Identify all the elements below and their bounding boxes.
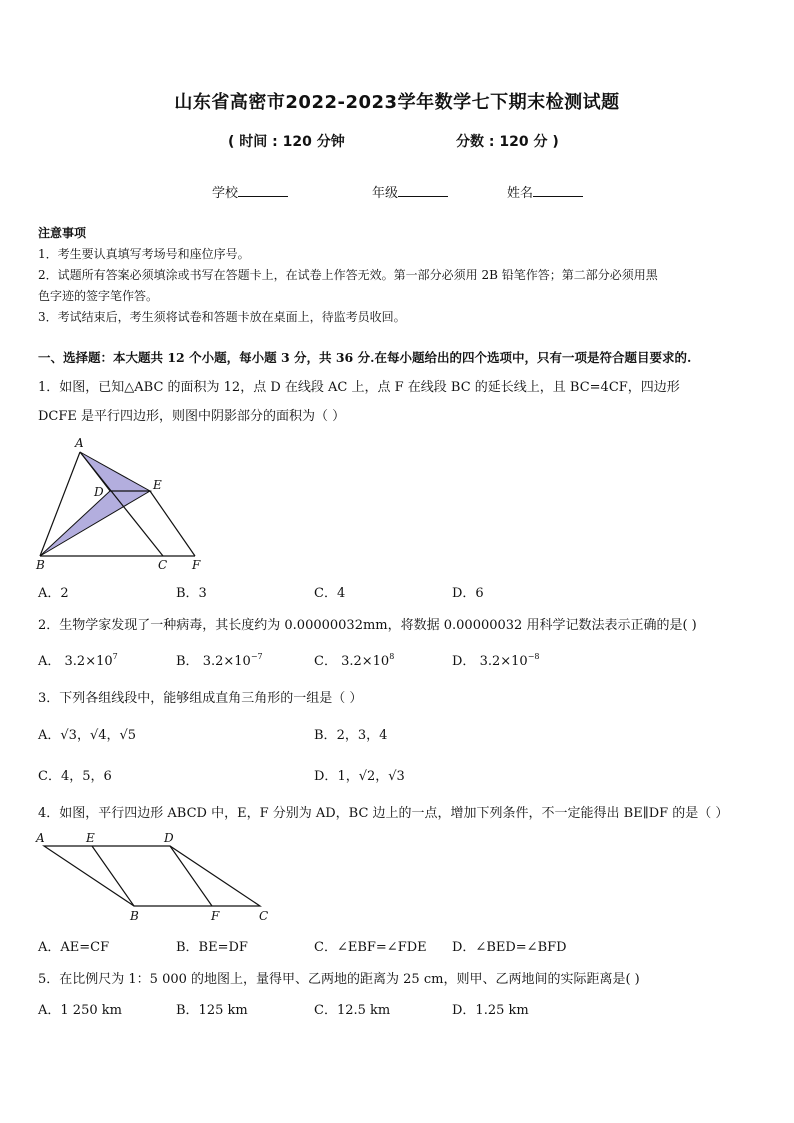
school-blank[interactable]: [238, 184, 288, 197]
q3-option-b[interactable]: B．2，3，4: [314, 728, 388, 743]
q4-stem: 4．如图，平行四边形 ABCD 中，E，F 分别为 AD，BC 边上的一点，增加下列条件，不一定能得出 BE∥DF 的是（ ）: [38, 806, 729, 821]
q1-option-b[interactable]: B．3: [176, 586, 207, 601]
q3-option-d[interactable]: D．1，√2，√3: [314, 769, 405, 784]
q1-option-c[interactable]: C．4: [314, 586, 346, 601]
name-blank[interactable]: [533, 184, 583, 197]
q5-stem: 5．在比例尺为 1：5 000 的地图上，量得甲、乙两地的距离为 25 cm，则甲、乙两地间的实际距离是( ): [38, 972, 640, 987]
q4-option-d[interactable]: D．∠BED=∠BFD: [452, 940, 567, 955]
q2-stem: 2．生物学家发现了一种病毒，其长度约为 0.00000032mm，将数据 0.00000032 用科学记数法表示正确的是( ): [38, 618, 697, 633]
q3-option-c[interactable]: C．4，5，6: [38, 769, 112, 784]
q3-option-a[interactable]: A．√3，√4，√5: [38, 728, 137, 743]
q4-option-a[interactable]: A．AE=CF: [38, 940, 110, 955]
q5-option-c[interactable]: C．12.5 km: [314, 1003, 391, 1018]
q1-shaded-lower: [40, 491, 150, 556]
q1-label-c: C: [158, 558, 168, 572]
q5-option-b[interactable]: B．125 km: [176, 1003, 248, 1018]
q1-shaded-upper: [80, 452, 150, 491]
q1-stem-line2: DCFE 是平行四边形，则图中阴影部分的面积为（ ）: [38, 409, 346, 424]
q1-option-a[interactable]: A．2: [38, 586, 69, 601]
notes-heading: 注意事项: [38, 226, 87, 240]
q4-option-b[interactable]: B．BE=DF: [176, 940, 248, 955]
q1-label-e: E: [153, 478, 162, 492]
section-heading: 一、选择题：本大题共 12 个小题，每小题 3 分，共 36 分.在每小题给出的四个选项中，只有一项是符合题目要求的.: [38, 350, 692, 365]
note-2: 2．试题所有答案必须填涂或书写在答题卡上，在试卷上作答无效。第一部分必须用 2B 铅笔作答；第二部分必须用黑: [38, 268, 658, 282]
q2-option-b[interactable]: B． $3.2\times 10^{-7}$: [176, 652, 263, 669]
q5-option-a[interactable]: A．1 250 km: [38, 1003, 122, 1018]
q1-stem-line1: 1．如图，已知△ABC 的面积为 12，点 D 在线段 AC 上，点 F 在线段 BC 的延长线上，且 BC=4CF，四边形: [38, 380, 680, 395]
q4-parallelogram: [44, 846, 260, 906]
q1-edge-ac: [80, 452, 163, 556]
q4-label-c: C: [259, 909, 269, 923]
note-2-cont: 色字迹的签字笔作答。: [38, 289, 159, 303]
note-1: 1．考生要认真填写考场号和座位序号。: [38, 247, 250, 261]
q4-label-d: D: [164, 831, 174, 845]
page-title: 山东省高密市2022-2023学年数学七下期末检测试题: [174, 92, 620, 113]
q2-option-a[interactable]: A． $3.2\times 10^7$: [38, 652, 118, 669]
q1-edge-ef: [150, 491, 195, 556]
q4-segment-be: [92, 846, 134, 906]
q1-label-a: A: [75, 436, 84, 450]
q1-label-d: D: [94, 485, 104, 499]
q4-label-e: E: [86, 831, 95, 845]
exam-time: ( 时间 : 120 分钟: [228, 134, 345, 150]
school-field: 学校: [212, 182, 288, 201]
q2-option-c[interactable]: C． $3.2\times 10^8$: [314, 652, 395, 669]
q1-option-d[interactable]: D．6: [452, 586, 484, 601]
q2-option-d[interactable]: D． $3.2\times 10^{-8}$: [452, 652, 540, 669]
q4-label-b: B: [130, 909, 139, 923]
exam-score: 分数 : 120 分 ): [456, 134, 559, 150]
q1-label-f: F: [192, 558, 201, 572]
note-3: 3．考试结束后，考生须将试卷和答题卡放在桌面上，待监考员收回。: [38, 310, 406, 324]
q1-label-b: B: [36, 558, 45, 572]
q3-stem: 3．下列各组线段中，能够组成直角三角形的一组是（ ）: [38, 691, 363, 706]
grade-field: 年级: [372, 182, 448, 201]
q1-figure: [30, 432, 220, 572]
q4-segment-df: [170, 846, 212, 906]
q5-option-d[interactable]: D．1.25 km: [452, 1003, 529, 1018]
q4-label-f: F: [211, 909, 220, 923]
q4-figure: [34, 828, 284, 924]
name-field: 姓名: [507, 182, 583, 201]
q4-label-a: A: [36, 831, 45, 845]
grade-blank[interactable]: [398, 184, 448, 197]
q4-option-c[interactable]: C．∠EBF=∠FDE: [314, 940, 427, 955]
